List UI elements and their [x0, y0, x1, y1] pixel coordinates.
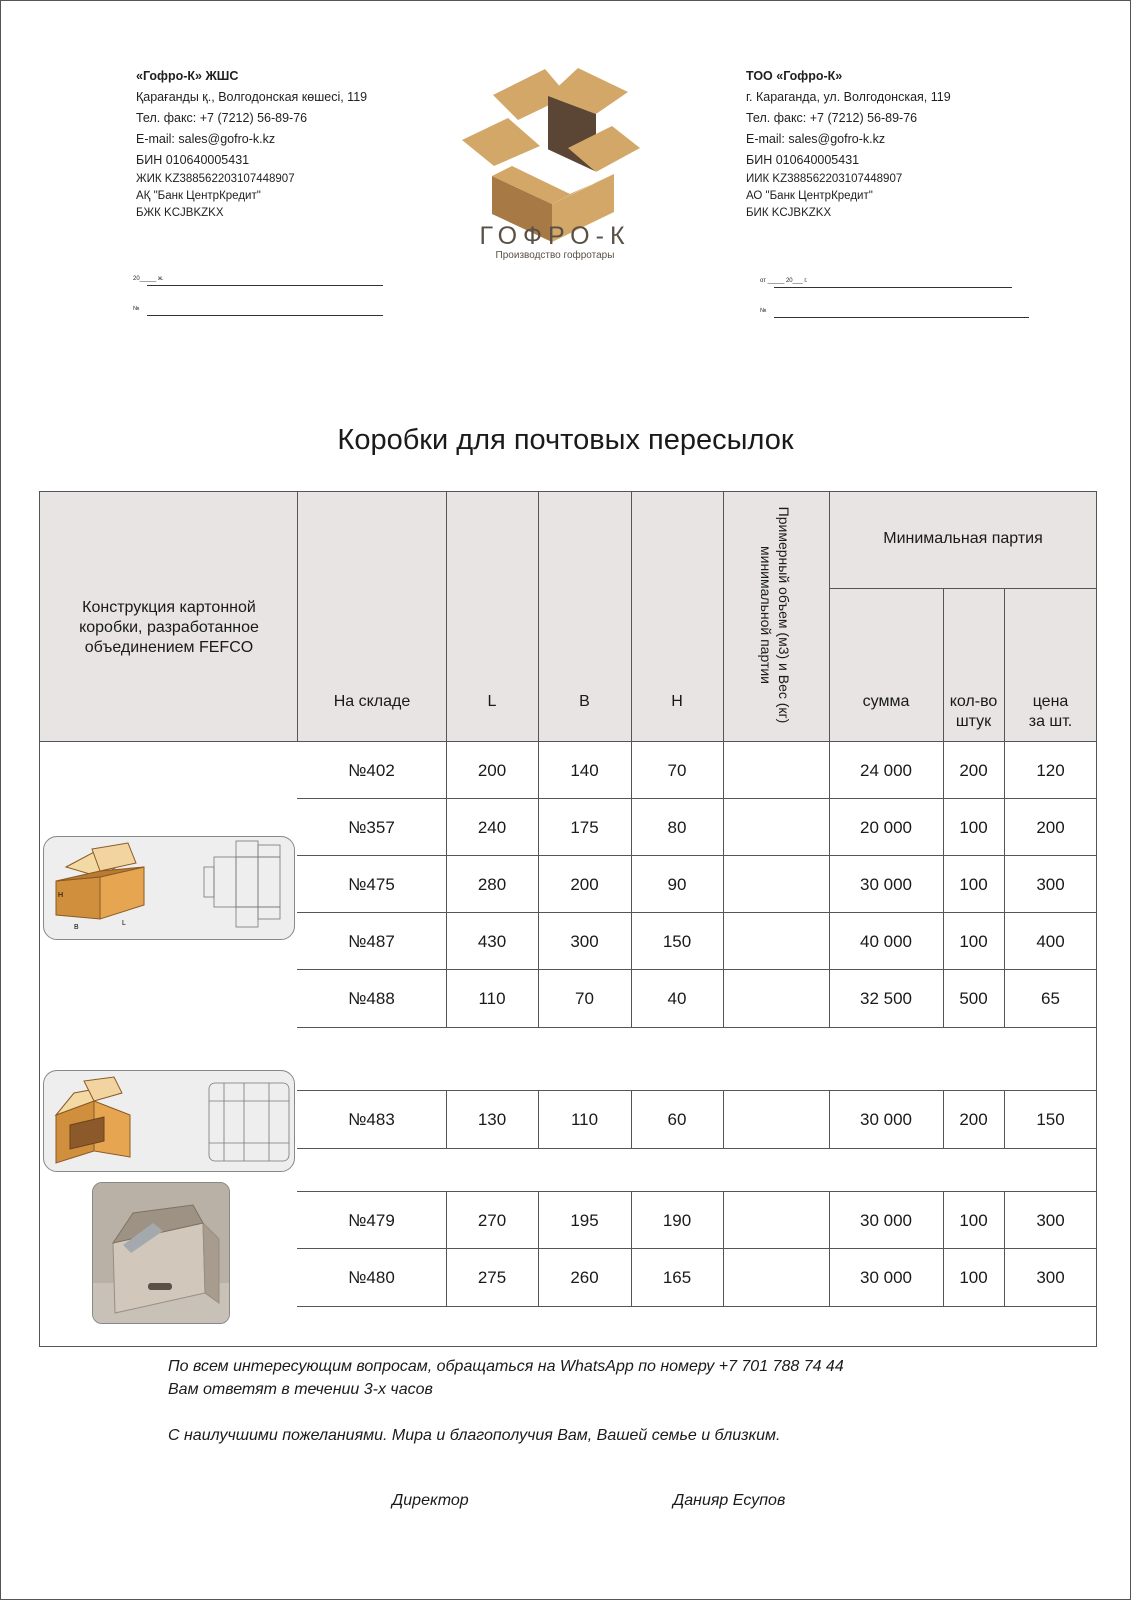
address-ru: г. Караганда, ул. Волгодонская, 119 — [746, 90, 951, 104]
date-line-left-text: 20_____ ж. — [133, 276, 164, 282]
cell-qty: 100 — [959, 931, 988, 951]
cell-volume — [723, 1091, 829, 1148]
cell-qty: 100 — [959, 874, 988, 894]
number-line-right-text: № — [760, 308, 767, 314]
date-line-right — [760, 278, 1015, 288]
letterhead-left — [136, 66, 367, 222]
cell-b: 140 — [570, 760, 599, 780]
cell-sum: 30 000 — [860, 1210, 912, 1230]
cell-qty: 100 — [959, 1267, 988, 1287]
cell-h: 190 — [662, 1210, 692, 1230]
cell-qty: 200 — [959, 760, 988, 780]
cell-volume — [723, 742, 829, 799]
bik-kz: БЖК KCJBKZKX — [136, 207, 224, 219]
cell-stock: №357 — [348, 817, 395, 837]
cell-l: 130 — [477, 1109, 507, 1129]
cell-price: 65 — [1041, 988, 1060, 1008]
header-l: L — [487, 693, 497, 710]
header-divider — [829, 588, 1097, 589]
table-row — [297, 1248, 1097, 1307]
iik-kz: ЖИК KZ388562203107448907 — [136, 173, 295, 185]
cell-volume — [723, 913, 829, 970]
header-construction: Конструкция картонной коробки, разработанное объединением FEFCO — [79, 599, 259, 656]
footer-signer: Данияр Есупов — [673, 1492, 786, 1509]
cell-qty: 100 — [959, 817, 988, 837]
cell-sum: 24 000 — [860, 760, 912, 780]
table-row — [297, 1090, 1097, 1149]
cell-h: 150 — [662, 931, 692, 951]
cell-b: 110 — [570, 1109, 599, 1129]
header-price-line2: за шт. — [1028, 713, 1073, 730]
fefco-box-diagram-2 — [43, 1070, 295, 1172]
cell-stock: №475 — [348, 874, 395, 894]
table-row — [297, 798, 1097, 856]
cell-l: 200 — [477, 760, 507, 780]
header-h: H — [671, 693, 683, 710]
cell-l: 430 — [477, 931, 507, 951]
header-qty-line2: штук — [955, 713, 992, 730]
cell-sum: 20 000 — [860, 817, 912, 837]
cell-price: 300 — [1036, 1267, 1065, 1287]
cell-stock: №479 — [348, 1210, 395, 1230]
cell-stock: №402 — [348, 760, 395, 780]
document-title: Коробки для почтовых пересылок — [337, 424, 794, 456]
cell-qty: 200 — [959, 1109, 988, 1129]
bank-ru: АО "Банк ЦентрКредит" — [746, 190, 873, 202]
cell-sum: 30 000 — [860, 874, 912, 894]
cell-price: 200 — [1036, 817, 1065, 837]
cell-l: 280 — [477, 874, 507, 894]
header-price-line1: цена — [1032, 693, 1069, 710]
cell-l: 270 — [477, 1210, 507, 1230]
cell-b: 175 — [570, 817, 599, 837]
bin-kz: БИН 010640005431 — [136, 153, 250, 167]
cell-volume — [723, 1192, 829, 1249]
company-name-kz: «Гофро-К» ЖШС — [136, 69, 239, 83]
number-line-left — [133, 306, 383, 316]
fefco-box-diagram-1 — [43, 836, 295, 940]
date-line-right-text: от _____ 20___ г. — [760, 278, 808, 284]
phone-kz: Тел. факс: +7 (7212) 56-89-76 — [136, 111, 308, 125]
cell-h: 60 — [667, 1109, 687, 1129]
cell-price: 300 — [1036, 874, 1065, 894]
cell-b: 200 — [570, 874, 599, 894]
diagram-l-label: L — [122, 920, 126, 927]
cell-stock: №483 — [348, 1109, 395, 1129]
cell-volume — [723, 799, 829, 856]
iik-ru: ИИК KZ388562203107448907 — [746, 173, 903, 185]
cell-h: 90 — [667, 874, 687, 894]
cell-volume — [723, 856, 829, 913]
phone-ru: Тел. факс: +7 (7212) 56-89-76 — [746, 111, 918, 125]
box-photo — [92, 1182, 230, 1324]
table-row — [297, 1191, 1097, 1249]
number-line-left-text: № — [133, 306, 140, 312]
footer-contact-line1: По всем интересующим вопросам, обращаться на WhatsApp по номеру +7 701 788 74 44 — [168, 1358, 844, 1375]
cell-h: 165 — [662, 1267, 692, 1287]
cell-qty: 500 — [959, 988, 988, 1008]
diagram-h-label: H — [58, 892, 64, 899]
cell-price: 120 — [1036, 760, 1065, 780]
cell-sum: 32 500 — [860, 988, 912, 1008]
cell-h: 40 — [667, 988, 687, 1008]
cell-l: 110 — [478, 988, 506, 1008]
header-stock: На складе — [333, 693, 411, 710]
footer-contact-line2: Вам ответят в течении 3-х часов — [168, 1381, 433, 1398]
bank-kz: АҚ "Банк ЦентрКредит" — [136, 190, 261, 202]
logo-tagline: Производство гофротары — [495, 250, 615, 261]
table-row — [297, 969, 1097, 1028]
header-sum: сумма — [862, 693, 910, 710]
table-row — [297, 741, 1097, 799]
cell-stock: №488 — [348, 988, 395, 1008]
cell-h: 70 — [667, 760, 687, 780]
cell-h: 80 — [667, 817, 687, 837]
table-row — [297, 855, 1097, 913]
header-volume-cell — [722, 495, 828, 735]
footer-wishes: С наилучшими пожеланиями. Мира и благополучия Вам, Вашей семье и близким. — [168, 1427, 781, 1444]
cell-b: 260 — [570, 1267, 599, 1287]
diagram-b-label: B — [74, 924, 79, 931]
header-volume: Примерный объем (м3) и Вес (кг) минимальной партии — [758, 506, 792, 724]
cell-price: 300 — [1036, 1210, 1065, 1230]
cell-sum: 30 000 — [860, 1267, 912, 1287]
email-kz: E-mail: sales@gofro-k.kz — [136, 132, 276, 146]
cell-price: 150 — [1036, 1109, 1065, 1129]
logo-name: ГОФРО-К — [479, 222, 631, 250]
header-qty-line1: кол-во — [949, 693, 998, 710]
header-min-batch: Минимальная партия — [883, 530, 1043, 547]
footer-position: Директор — [392, 1492, 469, 1509]
cell-sum: 40 000 — [860, 931, 912, 951]
cell-qty: 100 — [959, 1210, 988, 1230]
company-name-ru: ТОО «Гофро-К» — [746, 69, 843, 83]
table-row — [297, 912, 1097, 970]
letterhead-right — [746, 66, 951, 222]
header-b: B — [579, 693, 590, 710]
address-kz: Қарағанды қ., Волгодонская көшесі, 119 — [136, 90, 368, 104]
cell-volume — [723, 970, 829, 1027]
cell-sum: 30 000 — [860, 1109, 912, 1129]
cell-stock: №487 — [348, 931, 395, 951]
bik-ru: БИК KCJBKZKX — [746, 207, 832, 219]
header-price — [1004, 692, 1097, 732]
cell-b: 195 — [570, 1210, 599, 1230]
email-ru: E-mail: sales@gofro-k.kz — [746, 132, 886, 146]
cell-b: 300 — [570, 931, 599, 951]
cell-l: 275 — [477, 1267, 507, 1287]
number-line-right — [760, 308, 1015, 318]
cell-stock: №480 — [348, 1267, 395, 1287]
bin-ru: БИН 010640005431 — [746, 153, 860, 167]
date-line-left — [133, 276, 383, 286]
cell-b: 70 — [575, 988, 594, 1008]
cell-price: 400 — [1036, 931, 1065, 951]
header-qty — [943, 692, 1004, 732]
cell-l: 240 — [477, 817, 507, 837]
cell-volume — [723, 1249, 829, 1306]
